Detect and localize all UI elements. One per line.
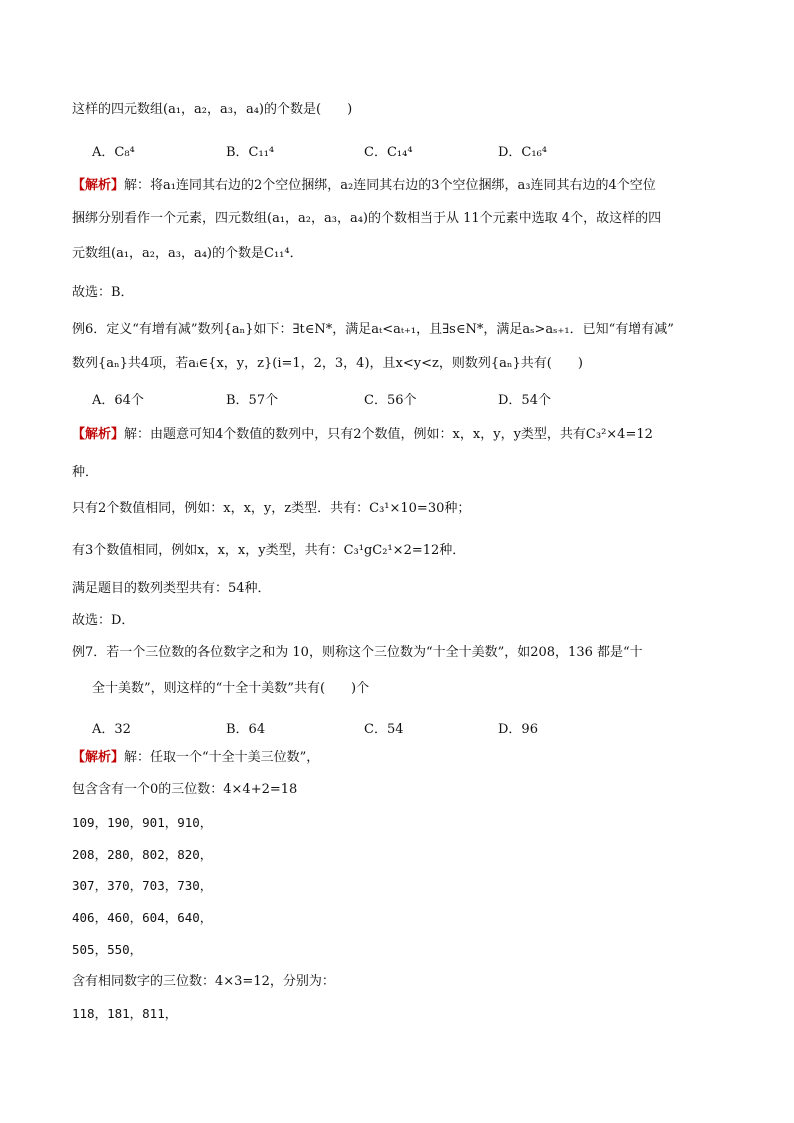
solution-tag: 【解析】	[72, 427, 125, 442]
solution-line: 满足题目的数列类型共有：54种．	[72, 581, 271, 596]
solution-line: 捆绑分别看作一个元素，四元数组(a₁，a₂，a₃，a₄)的个数相当于从 11个元素中选取 4个，故这样的四	[72, 211, 662, 226]
number-list-line: 505，550，	[72, 942, 143, 957]
example-7-stem: 例7．若一个三位数的各位数字之和为 10，则称这个三位数为“十全十美数”，如208，136 都是“十	[72, 645, 643, 660]
option-d: D．54个	[498, 393, 551, 408]
option-a: A．32	[92, 722, 131, 737]
option-d: D．96	[498, 722, 538, 737]
solution-line: 元数组(a₁，a₂，a₃，a₄)的个数是C₁₁⁴．	[72, 246, 303, 261]
answer-line: 故选：D．	[72, 613, 135, 628]
solution-text: 解：由题意可知4个数值的数列中，只有2个数值，例如：x，x，y，y类型，共有C₃²×4=12	[124, 427, 653, 442]
number-list-line: 208，280，802，820，	[72, 847, 213, 862]
solution-line: 种．	[72, 465, 99, 480]
number-list-line: 307，370，703，730，	[72, 878, 213, 893]
number-list-line: 118，181，811，	[72, 1006, 178, 1021]
solution-line: 有3个数值相同，例如x，x，x，y类型，共有：C₃¹gC₂¹×2=12种．	[72, 543, 466, 558]
option-a: A．C₈⁴	[92, 145, 135, 160]
example-6-stem: 例6．定义“有增有减”数列{aₙ}如下：∃t∈N*，满足aₜ<aₜ₊₁，且∃s∈N*，满足aₛ>aₛ₊₁．已知“有增有减”	[72, 322, 674, 337]
solution-line: 含有相同数字的三位数：4×3=12，分别为：	[72, 974, 335, 989]
option-a: A．64个	[92, 393, 144, 408]
solution-text: 解：任取一个“十全十美三位数”，	[124, 750, 320, 765]
solution-line: 只有2个数值相同，例如：x，x，y，z类型．共有：C₃¹×10=30种；	[72, 501, 471, 516]
solution-tag: 【解析】	[72, 178, 125, 193]
example-6-stem: 数列{aₙ}共4项，若aᵢ∈{x，y，z}(i=1，2，3，4)，且x<y<z，则数列{aₙ}共有( )	[72, 356, 583, 371]
solution-line	[72, 426, 653, 444]
solution-tag: 【解析】	[72, 750, 125, 765]
number-list-line: 109，190，901，910，	[72, 815, 213, 830]
option-b: B．57个	[226, 393, 279, 408]
answer-line: 故选：B．	[72, 285, 134, 300]
option-b: B．64	[226, 722, 266, 737]
number-list-line: 406，460，604，640，	[72, 910, 213, 925]
option-c: C．C₁₄⁴	[364, 145, 413, 160]
solution-text: 解：将a₁连同其右边的2个空位捆绑，a₂连同其右边的3个空位捆绑，a₃连同其右边的4个空位	[124, 178, 656, 193]
option-c: C．56个	[364, 393, 417, 408]
example-7-stem: 全十美数”，则这样的“十全十美数”共有( )个	[92, 681, 370, 696]
option-b: B．C₁₁⁴	[226, 145, 275, 160]
solution-line	[72, 177, 656, 195]
solution-line	[72, 749, 319, 767]
option-d: D．C₁₆⁴	[498, 145, 548, 160]
option-c: C．54	[364, 722, 404, 737]
question-stem-line: 这样的四元数组(a₁，a₂，a₃，a₄)的个数是( )	[72, 102, 353, 117]
solution-line: 包含含有一个0的三位数：4×4+2=18	[72, 782, 298, 797]
